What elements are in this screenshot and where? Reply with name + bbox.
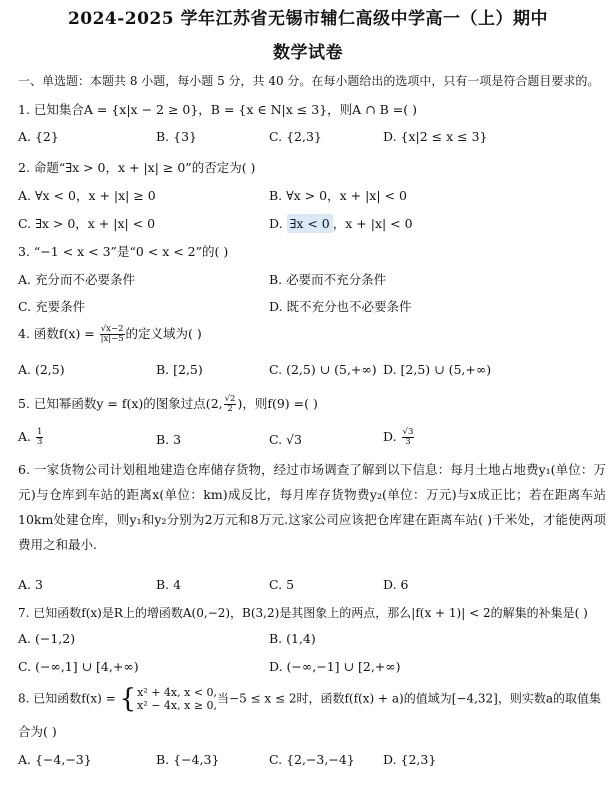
question-4-stem-pre: 4. 函数f(x) =	[18, 326, 95, 341]
question-5-option-a[interactable]	[18, 428, 44, 447]
question-8-stem-post: 当−5 ≤ x ≤ 2时，函数f(f(x) + a)的值域为[−4,32]，则实数a的取值集	[217, 691, 601, 706]
question-7-option-d[interactable]: D. (−∞,−1] ∪ [2,+∞)	[269, 659, 401, 674]
piecewise-case-2: x² − 4x, x ≥ 0,	[137, 699, 218, 712]
piecewise-function	[120, 686, 217, 712]
question-4-option-a[interactable]: A. (2,5)	[18, 362, 65, 377]
question-7-option-a[interactable]: A. (−1,2)	[18, 631, 76, 646]
question-6-option-a[interactable]: A. 3	[18, 577, 43, 592]
left-brace: {	[119, 684, 137, 714]
section-heading: 一、单选题：本题共 8 小题，每小题 5 分，共 40 分。在每小题给出的选项中，只有一项是符合题目要求的。	[18, 74, 600, 88]
question-8-stem	[18, 686, 601, 712]
highlighted-text: ∃x < 0	[287, 214, 333, 233]
fraction-denominator: 3	[405, 437, 411, 447]
question-8-option-d[interactable]: D. {2,3}	[383, 752, 437, 767]
fraction-numerator: 1	[37, 427, 43, 437]
question-5-fraction	[224, 395, 237, 414]
question-8-stem-pre: 8. 已知函数f(x) =	[18, 691, 116, 706]
question-2-option-c[interactable]: C. ∃x > 0，x + |x| < 0	[18, 216, 156, 231]
question-1-option-b[interactable]: B. {3}	[156, 129, 197, 144]
question-3-option-b[interactable]: B. 必要而不充分条件	[269, 272, 387, 287]
exam-subject-title: 数学试卷	[273, 43, 343, 63]
piecewise-case-1: x² + 4x, x < 0,	[137, 686, 218, 699]
question-6-option-b[interactable]: B. 4	[156, 577, 182, 592]
question-3-option-d[interactable]: D. 既不充分也不必要条件	[269, 299, 412, 314]
option-label: D.	[383, 429, 397, 444]
fraction-denominator: 3	[37, 437, 43, 447]
question-4-fraction	[100, 325, 125, 344]
question-6-option-d[interactable]: D. 6	[383, 577, 409, 592]
question-5-option-c[interactable]: C. √3	[269, 432, 302, 447]
option-d-fraction	[402, 428, 415, 447]
fraction-numerator: √2	[224, 394, 236, 404]
question-7-stem: 7. 已知函数f(x)是R上的增函数A(0,−2)，B(3,2)是其图象上的两点，那么|f(x + 1)| < 2的解集的补集是( )	[18, 606, 588, 620]
question-5-stem-post: )，则f(9) =( )	[237, 396, 318, 411]
question-8-option-b[interactable]: B. {−4,3}	[156, 752, 220, 767]
question-5-option-d[interactable]	[383, 428, 415, 447]
question-4-option-b[interactable]: B. [2,5)	[156, 362, 203, 377]
question-3-option-a[interactable]: A. 充分而不必要条件	[18, 272, 135, 287]
question-4-option-c[interactable]: C. (2,5) ∪ (5,+∞)	[269, 362, 377, 377]
question-2-option-d-rest: ，x + |x| < 0	[332, 216, 413, 231]
question-8-option-a[interactable]: A. {−4,−3}	[18, 752, 92, 767]
question-6-text: 6. 一家货物公司计划租地建造仓库储存货物，经过市场调查了解到以下信息：每月土地占地费y₁(单位：万元)与仓库到车站的距离x(单位：km)成反比，每月库存货物费y₂(单位：万元)与x成正比；若在距离车站10km处建仓库，则y₁和y₂分别为2万元和8万元.这家公司应该把仓库建在距离车站( )千米处，才能使两项费用之和最小.	[18, 462, 606, 552]
question-3-option-c[interactable]: C. 充要条件	[18, 299, 86, 314]
exam-title: 2024-2025 学年江苏省无锡市辅仁高级中学高一（上）期中	[67, 9, 549, 29]
fraction-numerator: √3	[402, 427, 414, 437]
question-2-option-a[interactable]: A. ∀x < 0，x + |x| ≥ 0	[18, 188, 156, 203]
fraction-numerator: √x−2	[100, 324, 124, 334]
question-7-option-c[interactable]: C. (−∞,1] ∪ [4,+∞)	[18, 659, 139, 674]
question-1-option-c[interactable]: C. {2,3}	[269, 129, 322, 144]
question-4-option-d[interactable]: D. [2,5) ∪ (5,+∞)	[383, 362, 492, 377]
question-2-option-b[interactable]: B. ∀x > 0，x + |x| < 0	[269, 188, 407, 203]
fraction-denominator: 2	[227, 404, 233, 414]
question-5-option-b[interactable]: B. 3	[156, 432, 182, 447]
question-4-stem	[18, 324, 202, 344]
fraction-denominator: |x|−5	[100, 334, 124, 344]
question-2-option-d-label: D.	[269, 216, 283, 231]
question-3-stem: 3. “−1 < x < 3”是“0 < x < 2”的( )	[18, 244, 229, 259]
option-label: A.	[18, 429, 32, 444]
question-6-option-c[interactable]: C. 5	[269, 577, 295, 592]
question-1-option-a[interactable]: A. {2}	[18, 129, 59, 144]
question-7-option-b[interactable]: B. (1,4)	[269, 631, 316, 646]
question-1-stem: 1. 已知集合A = {x|x − 2 ≥ 0}，B = {x ∈ N|x ≤ 3}，则A ∩ B =( )	[18, 102, 417, 117]
question-5-stem-pre: 5. 已知幂函数y = f(x)的图象过点(2,	[18, 396, 223, 411]
question-8-option-c[interactable]: C. {2,−3,−4}	[269, 752, 355, 767]
option-a-fraction	[36, 428, 43, 447]
question-2-stem: 2. 命题“∃x > 0，x + |x| ≥ 0”的否定为( )	[18, 160, 256, 175]
question-1-option-d[interactable]: D. {x|2 ≤ x ≤ 3}	[383, 129, 488, 144]
question-4-stem-post: 的定义域为( )	[125, 326, 202, 341]
question-5-stem	[18, 394, 318, 414]
question-8-stem-line2: 合为( )	[18, 724, 57, 739]
question-2-option-d[interactable]	[269, 214, 413, 232]
